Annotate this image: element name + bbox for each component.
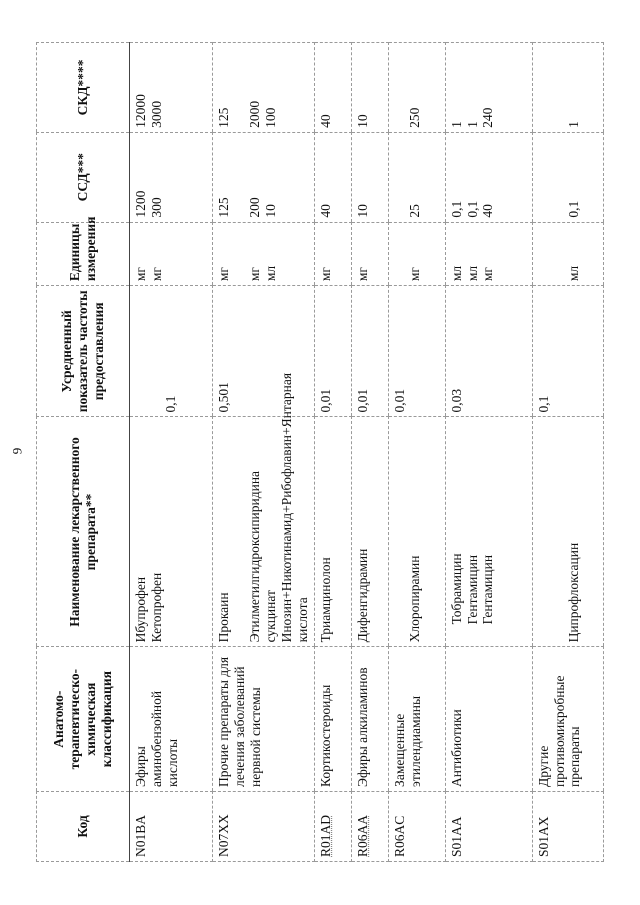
ckd-value: 240 bbox=[480, 107, 496, 128]
cell-atc: Замещенные этилендиамины bbox=[388, 647, 445, 792]
drug-name: Дифенгидрамин bbox=[354, 548, 370, 643]
cell-drug-names bbox=[388, 417, 445, 647]
ckd-value: 40 bbox=[317, 114, 333, 128]
cell-frequency bbox=[388, 286, 445, 417]
cell-ccd bbox=[388, 132, 445, 222]
page-number: 9 bbox=[9, 447, 25, 455]
drug-name: Тобрамицин bbox=[448, 553, 464, 625]
table-row bbox=[351, 43, 388, 862]
unit-value: мг bbox=[317, 267, 333, 282]
cell-units bbox=[213, 222, 315, 286]
unit-value: мл bbox=[448, 265, 464, 282]
cell-code: R01AD bbox=[314, 791, 351, 861]
ckd-value: 10 bbox=[354, 114, 370, 128]
drug-name: Триамцинолон bbox=[317, 557, 333, 643]
cell-units bbox=[314, 222, 351, 286]
cell-ckd bbox=[213, 43, 315, 133]
ccd-value: 25 bbox=[406, 204, 422, 218]
cell-code: R06AC bbox=[388, 791, 445, 861]
frequency-value: 0,01 bbox=[354, 388, 370, 413]
ckd-value: 3000 bbox=[148, 100, 164, 128]
cell-atc: Прочие препараты для лечения заболеваний нервной системы bbox=[213, 647, 315, 792]
cell-ckd bbox=[314, 43, 351, 133]
cell-ccd bbox=[314, 132, 351, 222]
cell-frequency bbox=[351, 286, 388, 417]
table-row bbox=[445, 43, 532, 862]
unit-value: мл bbox=[565, 265, 581, 282]
drug-name: Хлоропирамин bbox=[406, 555, 422, 643]
ckd-value: 125 bbox=[216, 107, 231, 128]
cell-frequency bbox=[130, 286, 213, 417]
cell-frequency bbox=[314, 286, 351, 417]
drug-name: Инозин+Никотинамид+Рибофлавин+Янтарная кислота bbox=[278, 372, 310, 643]
table-row bbox=[532, 43, 603, 862]
unit-value: мл bbox=[464, 265, 480, 282]
table-row bbox=[314, 43, 351, 862]
drug-table bbox=[36, 42, 604, 862]
ccd-value: 10 bbox=[262, 204, 278, 218]
cell-ccd bbox=[532, 132, 603, 222]
ccd-value: 40 bbox=[317, 204, 333, 218]
header-atc: Анатомо-терапевтическо-химическая классификация bbox=[37, 647, 130, 792]
drug-name: Гентамицин bbox=[480, 554, 496, 625]
cell-units bbox=[445, 222, 532, 286]
cell-atc: Эфиры алкиламинов bbox=[351, 647, 388, 792]
drug-name: Прокаин bbox=[216, 592, 231, 643]
frequency-value: 0,501 bbox=[216, 382, 231, 413]
cell-atc: Эфиры аминобензойной кислоты bbox=[130, 647, 213, 792]
header-ccd: ССД*** bbox=[37, 132, 130, 222]
cell-units bbox=[130, 222, 213, 286]
ccd-value: 200 bbox=[246, 197, 262, 218]
ccd-value: 300 bbox=[148, 197, 164, 218]
header-code: Код bbox=[37, 791, 130, 861]
cell-ccd bbox=[213, 132, 315, 222]
cell-ccd bbox=[130, 132, 213, 222]
frequency-value: 0,1 bbox=[535, 395, 551, 413]
cell-drug-names bbox=[532, 417, 603, 647]
table-row bbox=[130, 43, 213, 862]
ckd-value: 2000 bbox=[246, 100, 262, 128]
rotated-table-sheet bbox=[36, 42, 604, 862]
cell-frequency bbox=[532, 286, 603, 417]
unit-value: мг bbox=[148, 267, 164, 282]
ckd-value: 100 bbox=[262, 107, 278, 128]
cell-code: N07XX bbox=[213, 791, 315, 861]
cell-drug-names bbox=[445, 417, 532, 647]
cell-code: N01BA bbox=[130, 791, 213, 861]
unit-value: мг bbox=[246, 267, 262, 282]
cell-atc: Кортикостероиды bbox=[314, 647, 351, 792]
cell-ckd bbox=[445, 43, 532, 133]
cell-code: S01AA bbox=[445, 791, 532, 861]
ccd-value: 0,1 bbox=[565, 200, 581, 218]
cell-ckd bbox=[388, 43, 445, 133]
cell-units bbox=[388, 222, 445, 286]
frequency-value: 0,01 bbox=[391, 388, 407, 413]
frequency-value: 0,1 bbox=[163, 395, 178, 413]
cell-atc: Другие противомикробные препараты bbox=[532, 647, 603, 792]
ccd-value: 1200 bbox=[133, 190, 148, 218]
cell-frequency bbox=[445, 286, 532, 417]
ccd-value: 0,1 bbox=[464, 200, 480, 218]
cell-ckd bbox=[351, 43, 388, 133]
table-row bbox=[213, 43, 315, 862]
header-unit: Единицы измерения bbox=[37, 222, 130, 286]
header-frequency: Усредненный показатель частоты предоставления bbox=[37, 286, 130, 417]
header-ckd: СКД**** bbox=[37, 43, 130, 133]
ckd-value: 1 bbox=[448, 121, 464, 128]
unit-value: мг bbox=[133, 267, 148, 282]
cell-code: R06AA bbox=[351, 791, 388, 861]
cell-units bbox=[351, 222, 388, 286]
unit-value: мг bbox=[354, 267, 370, 282]
cell-units bbox=[532, 222, 603, 286]
cell-ccd bbox=[351, 132, 388, 222]
cell-drug-names bbox=[130, 417, 213, 647]
header-row bbox=[37, 43, 130, 862]
ccd-value: 10 bbox=[354, 204, 370, 218]
unit-value: мг bbox=[406, 267, 422, 282]
cell-ccd bbox=[445, 132, 532, 222]
drug-name: Ибупрофен bbox=[133, 576, 148, 643]
frequency-value: 0,03 bbox=[448, 388, 464, 413]
cell-frequency bbox=[213, 286, 315, 417]
drug-name: Этилметилгидроксипиридина сукцинат bbox=[246, 470, 278, 643]
cell-atc: Антибиотики bbox=[445, 647, 532, 792]
ckd-value: 250 bbox=[406, 107, 422, 128]
cell-ckd bbox=[532, 43, 603, 133]
header-drug-name: Наименование лекарственного препарата** bbox=[37, 417, 130, 647]
ccd-value: 0,1 bbox=[448, 200, 464, 218]
ckd-value: 1 bbox=[464, 121, 480, 128]
ckd-value: 1 bbox=[565, 121, 581, 128]
ccd-value: 40 bbox=[480, 204, 496, 218]
frequency-value: 0,01 bbox=[317, 388, 333, 413]
cell-ckd bbox=[130, 43, 213, 133]
ccd-value: 125 bbox=[216, 197, 231, 218]
cell-drug-names bbox=[314, 417, 351, 647]
unit-value: мг bbox=[216, 267, 231, 282]
cell-code: S01AX bbox=[532, 791, 603, 861]
unit-value: мг bbox=[480, 267, 496, 282]
drug-name: Кетопрофен bbox=[148, 572, 164, 643]
drug-name: Гентамицин bbox=[464, 554, 480, 625]
unit-value: мл bbox=[262, 265, 278, 282]
ckd-value: 12000 bbox=[133, 94, 148, 128]
drug-name: Ципрофлоксацин bbox=[565, 542, 581, 643]
table-row bbox=[388, 43, 445, 862]
cell-drug-names bbox=[351, 417, 388, 647]
